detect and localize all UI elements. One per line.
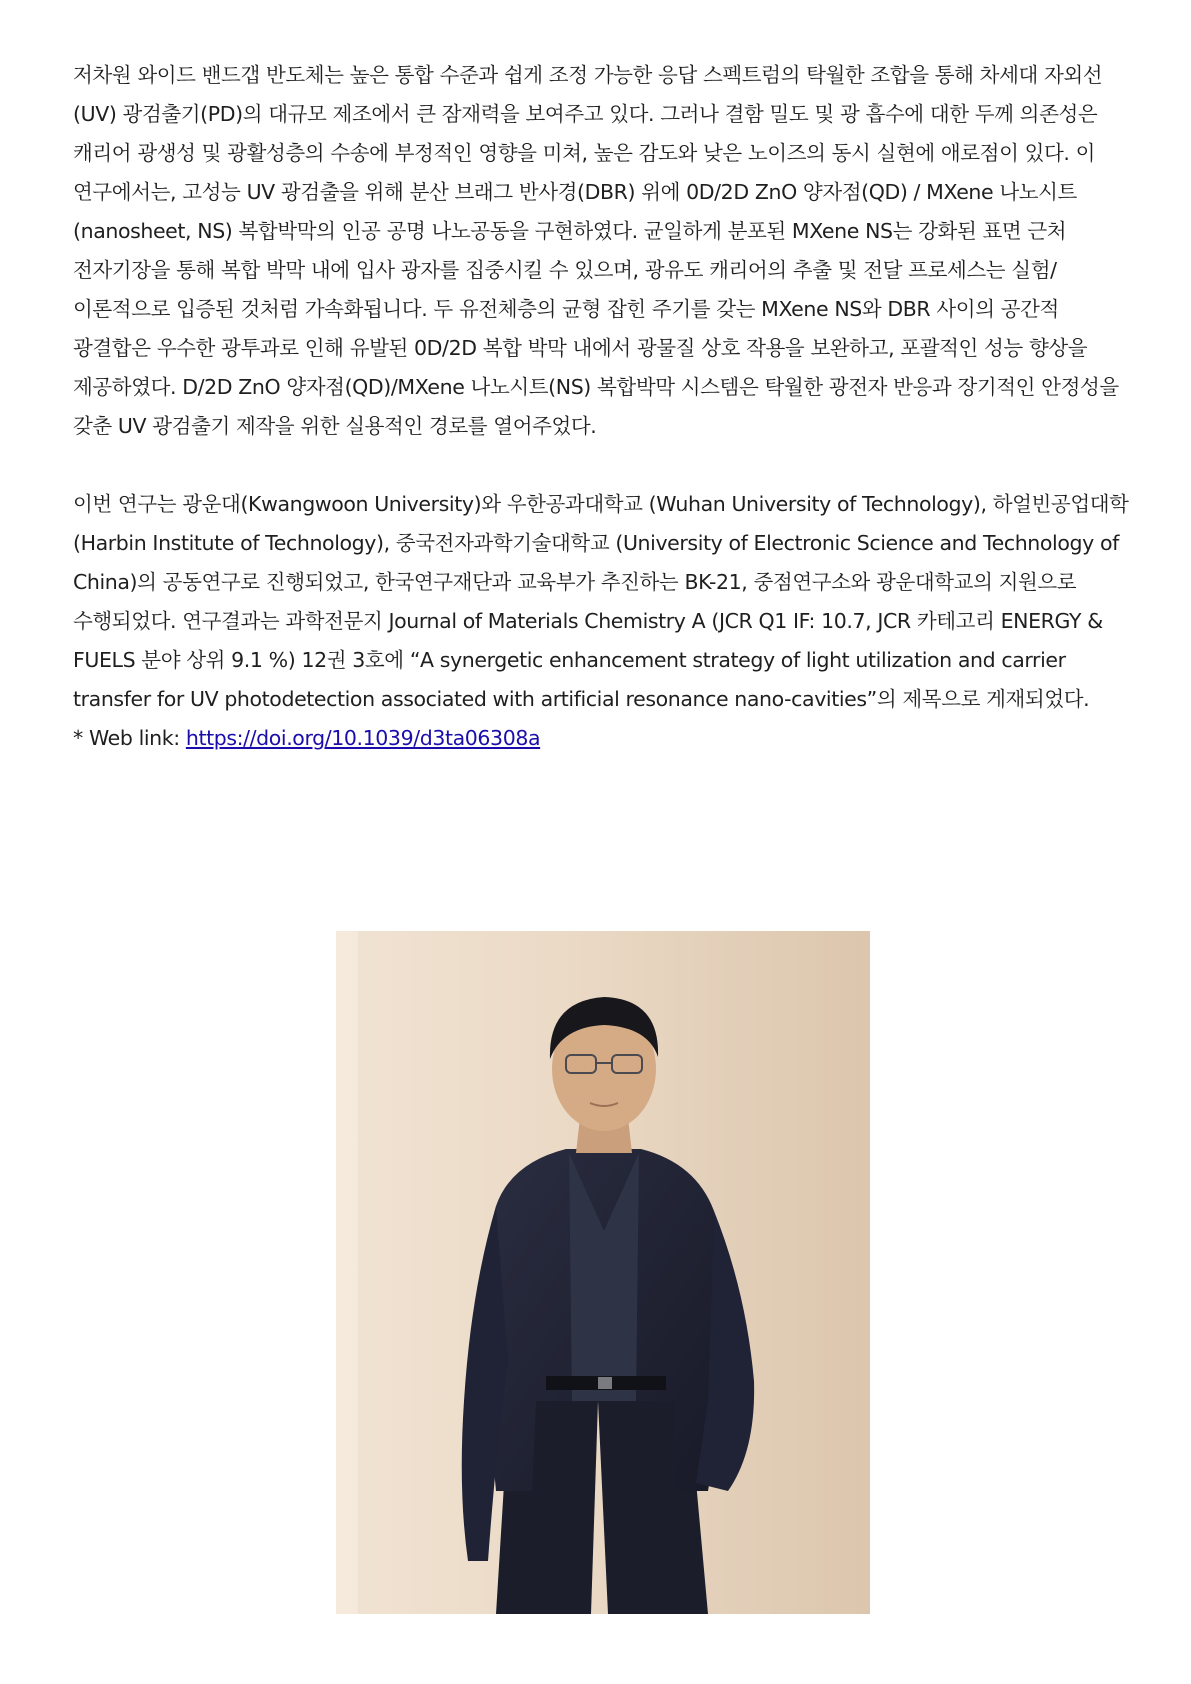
research-summary-paragraph: 저차원 와이드 밴드갭 반도체는 높은 통합 수준과 쉽게 조정 가능한 응답 스펙트럼의 탁월한 조합을 통해 차세대 자외선(UV) 광검출기(PD)의 대규모 제조에서 큰 잠재력을 보여주고 있다. 그러나 결함 밀도 및 광 흡수에 대한 두께 의존성은 캐리어 광생성 및 광활성층의 수송에 부정적인 영향을 미쳐, 높은 감도와 낮은 노이즈의 동시 실현에 애로점이 있다. 이 연구에서는, 고성능 UV 광검출을 위해 분산 브래그 반사경(DBR) 위에 0D/2D ZnO 양자점(QD) / MXene 나노시트(nanosheet, NS) 복합박막의 인공 공명 나노공동을 구현하였다. 균일하게 분포된 MXene NS는 강화된 표면 근처 전자기장을 통해 복합 박막 내에 입사 광자를 집중시킬 수 있으며, 광유도 캐리어의 추출 및 전달 프로세스는 실험/이론적으로 입증된 것처럼 가속화됩니다. 두 유전체층의 균형 잡힌 주기를 갖는 MXene NS와 DBR 사이의 공간적 광결합은 우수한 광투과로 인해 유발된 0D/2D 복합 박막 내에서 광물질 상호 작용을 보완하고, 포괄적인 성능 향상을 제공하였다. D/2D ZnO 양자점(QD)/MXene 나노시트(NS) 복합박막 시스템은 탁월한 광전자 반응과 장기적인 안정성을 갖춘 UV 광검출기 제작을 위한 실용적인 경로를 열어주었다. xyxy=(73,63,1119,438)
researcher-portrait-photo xyxy=(336,931,870,1614)
doi-link[interactable]: https://doi.org/10.1039/d3ta06308a xyxy=(185,726,541,750)
article-body xyxy=(73,56,1133,758)
web-link-line xyxy=(73,719,1133,758)
paragraph-spacer xyxy=(73,446,1133,485)
web-link-label: * Web link: xyxy=(73,726,186,750)
research-collaboration-paragraph: 이번 연구는 광운대(Kwangwoon University)와 우한공과대학교 (Wuhan University of Technology), 하얼빈공업대학 (Harbin Institute of Technology), 중국전자과학기술대학교 (University of Electronic Science and Technology of China)의 공동연구로 진행되었고, 한국연구재단과 교육부가 추진하는 BK-21, 중점연구소와 광운대학교의 지원으로 수행되었다. 연구결과는 과학전문지 Journal of Materials Chemistry A (JCR Q1 IF: 10.7, JCR 카테고리 ENERGY & FUELS 분야 상위 9.1 %) 12권 3호에 “A synergetic enhancement strategy of light utilization and carrier transfer for UV photodetection associated with artificial resonance nano-cavities”의 제목으로 게재되었다. xyxy=(73,492,1129,711)
